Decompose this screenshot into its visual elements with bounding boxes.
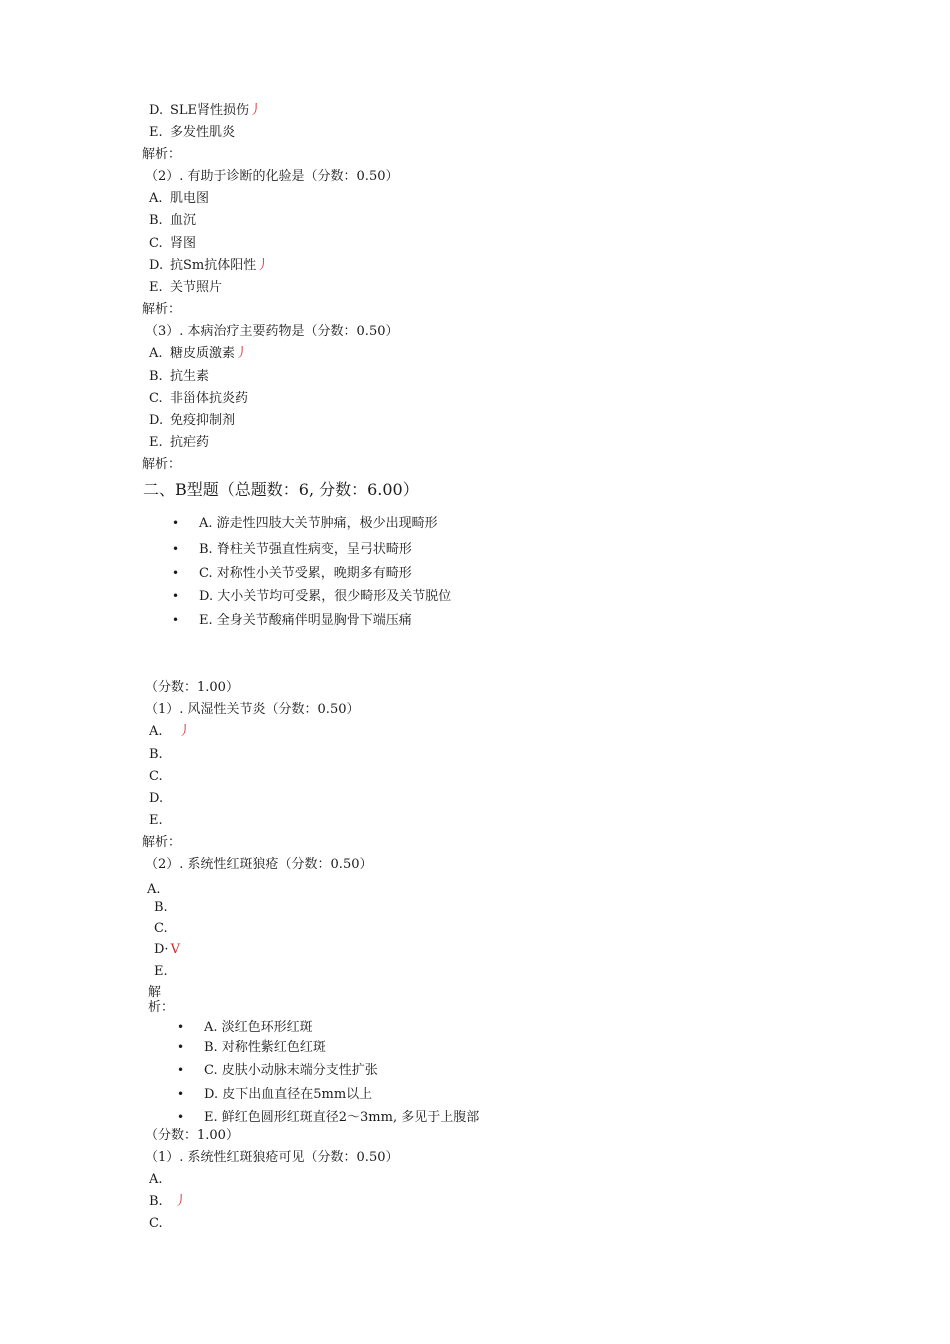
option-text: 肾图	[170, 236, 197, 251]
option-key: E.	[149, 813, 163, 828]
section-title: 二、B型题（总题数：6, 分数：6.00）	[143, 480, 419, 499]
bullet-item: A. 淡红色环形红斑	[204, 1020, 313, 1035]
option-a	[149, 191, 209, 207]
option-c	[149, 236, 196, 252]
analysis-label: 解析：	[142, 835, 182, 850]
analysis-label: 解析：	[142, 147, 182, 162]
option-key: C.	[149, 769, 163, 784]
option-d	[149, 103, 262, 119]
option-text: 抗Sm抗体阳性	[170, 258, 257, 273]
question-title: （2）. 有助于诊断的化验是（分数：0.50）	[145, 169, 399, 184]
option-a	[149, 346, 248, 362]
option-text: 糖皮质激素	[170, 346, 236, 361]
option-e	[149, 125, 235, 141]
option-text: 血沉	[170, 213, 197, 228]
option-d	[149, 791, 170, 807]
option-text: 肌电图	[170, 191, 210, 206]
option-e	[149, 813, 170, 829]
option-key: C.	[149, 236, 163, 251]
question-title: （1）. 系统性红斑狼疮可见（分数：0.50）	[145, 1150, 399, 1165]
option-text: 抗疟药	[170, 435, 210, 450]
option-key: B.	[149, 747, 163, 762]
bullet-icon: •	[172, 613, 180, 627]
option-b	[149, 369, 209, 385]
bullet-item: D. 大小关节均可受累，很少畸形及关节脱位	[199, 589, 452, 604]
option-key: A.	[149, 724, 163, 739]
bullet-icon: •	[172, 542, 180, 556]
analysis-label: 解析：	[142, 302, 182, 317]
option-key: E.	[149, 435, 163, 450]
bullet-icon: •	[172, 589, 180, 603]
bullet-icon: •	[172, 516, 180, 530]
correct-mark: 丿	[249, 103, 263, 118]
option-key: A.	[149, 1172, 163, 1187]
option-key: A.	[149, 191, 163, 206]
bullet-item: C. 对称性小关节受累，晚期多有畸形	[199, 566, 412, 581]
analysis-label-part1: 解	[148, 985, 162, 1000]
option-key: B.	[149, 1194, 163, 1209]
option-key: D.	[149, 413, 164, 428]
bullet-icon: •	[177, 1040, 185, 1054]
option-key: D.	[149, 791, 164, 806]
correct-mark: 丿	[256, 258, 270, 273]
question-title: （3）. 本病治疗主要药物是（分数：0.50）	[145, 324, 399, 339]
option-a	[149, 1172, 170, 1188]
option-text: SLE肾性损伤	[170, 103, 250, 118]
score-label: （分数：1.00）	[145, 1128, 239, 1143]
option-c	[149, 1216, 170, 1232]
option-text: 抗生素	[170, 369, 210, 384]
option-a: A.	[147, 882, 161, 897]
correct-mark: 丿	[178, 724, 192, 739]
bullet-item: B. 脊柱关节强直性病变，呈弓状畸形	[199, 542, 412, 557]
bullet-icon: •	[177, 1063, 185, 1077]
option-e	[149, 435, 209, 451]
option-key: B.	[149, 369, 163, 384]
question-title: （1）. 风湿性关节炎（分数：0.50）	[145, 702, 360, 717]
correct-mark: 丿	[235, 346, 249, 361]
bullet-icon: •	[172, 566, 180, 580]
option-text: 非甾体抗炎药	[170, 391, 249, 406]
analysis-label: 解析：	[142, 457, 182, 472]
bullet-item: A. 游走性四肢大关节肿痛，极少出现畸形	[199, 516, 438, 531]
option-c	[149, 391, 248, 407]
option-c	[149, 769, 170, 785]
option-a	[149, 724, 191, 740]
option-text: 免疫抑制剂	[170, 413, 236, 428]
option-key: C.	[149, 1216, 163, 1231]
option-d	[154, 942, 180, 958]
option-b	[149, 213, 196, 229]
analysis-label-part2: 析：	[148, 1000, 175, 1015]
bullet-item: E. 鲜红色圆形红斑直径2～3mm, 多见于上腹部	[204, 1110, 480, 1125]
option-key: E.	[149, 125, 163, 140]
option-d	[149, 258, 269, 274]
option-key: D.	[149, 103, 164, 118]
bullet-item: E. 全身关节酸痛伴明显胸骨下端压痛	[199, 613, 412, 628]
bullet-icon: •	[177, 1020, 185, 1034]
option-key: D.	[149, 258, 164, 273]
option-text: 关节照片	[170, 280, 223, 295]
bullet-item: B. 对称性紫红色红斑	[204, 1040, 326, 1055]
option-key: D·	[154, 942, 169, 957]
bullet-item: C. 皮肤小动脉末端分支性扩张	[204, 1063, 378, 1078]
option-e: E.	[154, 964, 168, 979]
question-title: （2）. 系统性红斑狼疮（分数：0.50）	[145, 857, 373, 872]
option-key: B.	[149, 213, 163, 228]
score-label: （分数：1.00）	[145, 680, 239, 695]
option-key: E.	[149, 280, 163, 295]
option-key: C.	[149, 391, 163, 406]
option-b	[149, 1194, 187, 1210]
correct-mark: V	[170, 942, 180, 957]
bullet-icon: •	[177, 1087, 185, 1101]
option-c: C.	[154, 921, 168, 936]
option-b: B.	[154, 900, 168, 915]
option-d	[149, 413, 235, 429]
option-key: A.	[149, 346, 163, 361]
bullet-item: D. 皮下出血直径在5mm以上	[204, 1087, 373, 1102]
bullet-icon: •	[177, 1110, 185, 1124]
option-text: 多发性肌炎	[170, 125, 236, 140]
option-e	[149, 280, 222, 296]
correct-mark: 丿	[174, 1194, 188, 1209]
option-b	[149, 747, 170, 763]
